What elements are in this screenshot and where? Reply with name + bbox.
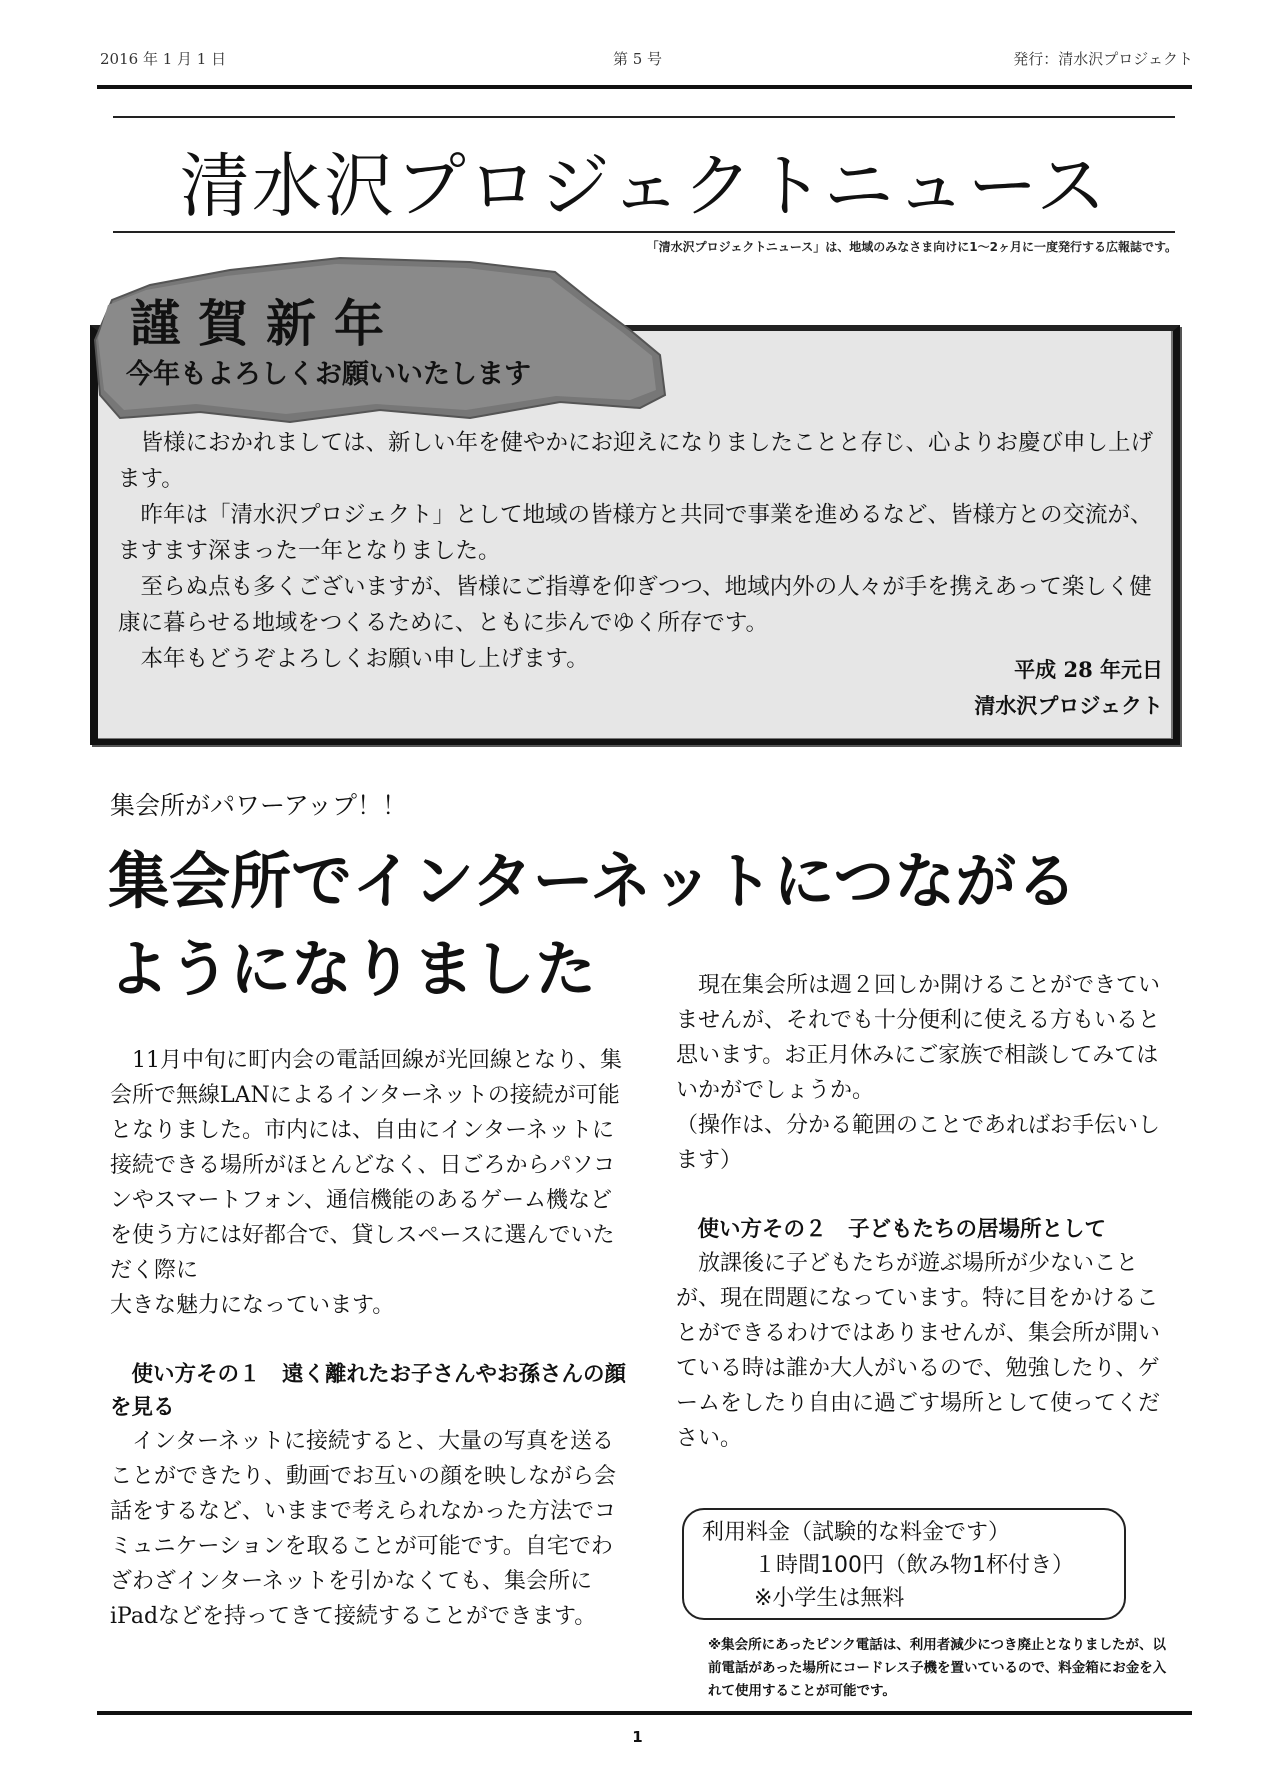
article-right-column [676,968,1176,1456]
header-publisher: 発行：清水沢プロジェクト [1013,50,1193,68]
greeting-paragraph: 至らぬ点も多くございますが、皆様にご指導を仰ぎつつ、地域内外の人々が手を携えあって楽しく健康に暮らせる地域をつくるために、ともに歩んでゆく所存です。 [118,574,1152,636]
masthead-subtitle: 「清水沢プロジェクトニュース」は、地域のみなさま向けに1〜2ヶ月に一度発行する広報誌です。 [646,240,1177,254]
article-left-column [110,1043,632,1634]
greeting-body [118,425,1158,677]
greeting-sign-date: 平成 28 年元日 [1014,657,1163,682]
headline-line-2: ようになりました [108,934,597,1005]
greeting-paragraph: 昨年は「清水沢プロジェクト」として地域の皆様方と共同で事業を進めるなど、皆様方との交流が、ますます深まった一年となりました。 [118,502,1153,564]
page-number: 1 [632,1728,643,1746]
article-intro-tail: 大きな魅力になっています。 [110,1293,395,1318]
header-date: 2016 年 1 月 1 日 [100,50,227,68]
use1-body: インターネットに接続すると、大量の写真を送ることができたり、動画でお互いの顔を映しながら会話をするなど、いままで考えられなかった方法でコミュニケーションを取ることが可能です。自宅でわざわざインターネットを引かなくても、集会所にiPadなどを持ってきて接続することができます。 [110,1429,617,1629]
use1-heading: 使い方その１ 遠く離れたお子さんやお孫さんの顔を見る [110,1362,627,1420]
footnote: ※集会所にあったピンク電話は、利用者減少につき廃止となりましたが、以前電話があった場所にコードレス子機を置いているので、料金箱にお金を入れて使用することが可能です。 [708,1637,1167,1699]
header-issue: 第 5 号 [612,50,663,68]
greeting-subheading: 今年もよろしくお願いいたします [126,359,531,390]
price-note: ※小学生は無料 [754,1586,905,1611]
greeting-paragraph: 皆様におかれましては、新しい年を健やかにお迎えになりましたことと存じ、心よりお慶び申し上げます。 [118,430,1154,492]
masthead-title: 清水沢プロジェクトニュース [179,145,1109,227]
right-paragraph-2: （操作は、分かる範囲のことであればお手伝いします） [676,1113,1161,1173]
price-value: １時間100円（飲み物1杯付き） [754,1553,1074,1578]
greeting-signature [974,652,1163,724]
bottom-rule [97,1711,1192,1715]
right-paragraph-1: 現在集会所は週２回しか開けることができていませんが、それでも十分便利に使える方もいると思います。お正月休みにご家族で相談してみてはいかがでしょうか。 [676,973,1161,1103]
article-kicker: 集会所がパワーアップ！！ [110,791,408,820]
use2-heading: 使い方その２ 子どもたちの居場所として [697,1217,1107,1242]
greeting-sign-org: 清水沢プロジェクト [974,693,1163,718]
greeting-heading: 謹賀新年 [130,294,402,353]
price-box [682,1508,1126,1620]
greeting-paragraph: 本年もどうぞよろしくお願い申し上げます。 [140,646,589,672]
use2-body: 放課後に子どもたちが遊ぶ場所が少ないことが、現在問題になっています。特に目をかけることができるわけではありませんが、集会所が開いている時は誰か大人がいるので、勉強したり、ゲームをしたり自由に過ごす場所として使ってください。 [676,1251,1161,1451]
headline-line-1: 集会所でインターネットにつながる [108,846,1078,917]
greeting-heading-shape [0,0,1275,460]
article-intro: 11月中旬に町内会の電話回線が光回線となり、集会所で無線LANによるインターネットの接続が可能となりました。市内には、自由にインターネットに接続できる場所がほとんどなく、日ごろからパソコンやスマートフォン、通信機能のあるゲーム機などを使う方には好都合で、貸しスペースに選んでいただく際に [110,1048,622,1283]
price-label: 利用料金（試験的な料金です） [702,1520,1011,1545]
